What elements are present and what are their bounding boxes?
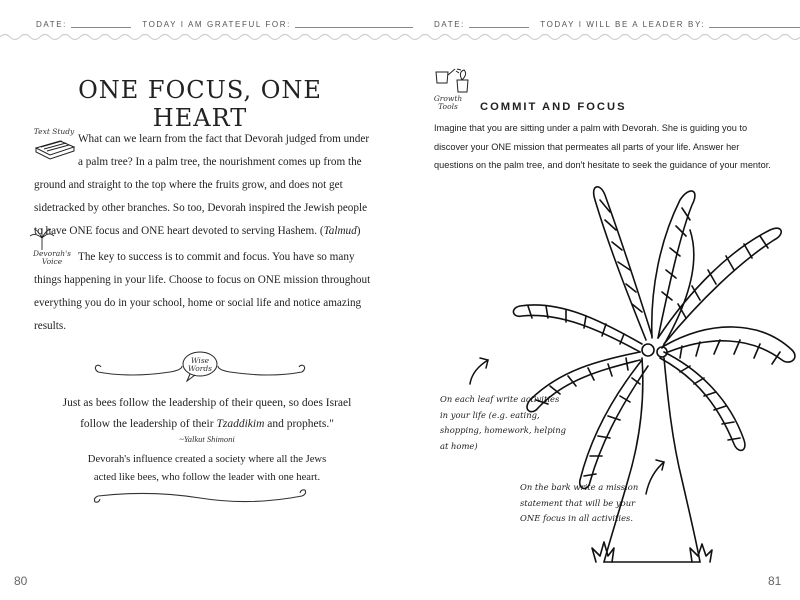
text-study-paragraph: [34, 128, 384, 243]
text-line: sidetracked by other branches. So too, Devorah inspired the Jewish people: [34, 202, 368, 214]
section-title: COMMIT AND FOCUS: [480, 101, 627, 113]
text-line: results.: [34, 320, 67, 332]
text-line: everything you do in your school, home or social life and notice amazing: [34, 297, 362, 309]
text-line: discover your ONE mission that permeates all parts of your life. Answer her: [434, 141, 740, 152]
bark-instruction: On the bark write a mission statement that will be your ONE focus in all activities.: [520, 482, 639, 523]
text-line: Imagine that you are sitting under a palm with Devorah. She is guiding you to: [434, 123, 748, 133]
wavy-divider: [0, 30, 800, 44]
quote-attribution: ~Yalkut Shimoni: [179, 434, 235, 444]
intro-paragraph: [434, 119, 779, 175]
quote-emphasis: Tzaddikim: [216, 418, 265, 430]
date-label: DATE:: [434, 20, 465, 29]
page-number-left: 80: [14, 574, 28, 588]
page-number-right: 81: [768, 574, 782, 588]
text-line: The key to success is to commit and focus. You have so many: [78, 251, 355, 263]
text-line: things happening in your life. Choose to focus on ONE mission throughout: [34, 274, 371, 286]
flourish-bottom: [94, 490, 305, 502]
leader-label: TODAY I WILL BE A LEADER BY:: [540, 20, 706, 29]
source-citation: Talmud: [323, 225, 357, 237]
leaf-instruction: On each leaf write activities in your life (e.g. eating, shopping, homework, helping at home): [440, 394, 566, 451]
text-line: to have ONE focus and ONE heart devoted to serving Hashem. (Talmud): [34, 225, 361, 237]
growth-tools-badge: Growth Tools: [433, 94, 463, 111]
wise-words-badge: Wise Words: [188, 356, 212, 373]
text-study-badge: Text Study: [33, 127, 75, 136]
date-field[interactable]: [469, 27, 529, 28]
grateful-field[interactable]: [295, 27, 413, 28]
page-title: ONE FOCUS, ONE HEART: [78, 76, 322, 132]
influence-text: Devorah's influence created a society where all the Jews acted like bees, who follow the leader with one heart.: [87, 454, 327, 483]
text-line: a palm tree? In a palm tree, the nourishment comes up from the: [78, 156, 362, 168]
quote: Just as bees follow the leadership of their queen, so does Israel follow the leadership of their Tzaddikim and prophets.": [62, 397, 352, 430]
grateful-label: TODAY I AM GRATEFUL FOR:: [142, 20, 291, 29]
devorahs-voice-paragraph: [34, 246, 384, 338]
text-line: questions on the palm tree, and don't hesitate to seek the guidance of your mentor.: [434, 160, 771, 170]
leader-field[interactable]: [709, 27, 800, 28]
text-line: What can we learn from the fact that Devorah judged from under: [78, 133, 370, 145]
right-header: [434, 20, 800, 29]
date-field[interactable]: [71, 27, 131, 28]
watering-can-icon: [436, 69, 468, 92]
date-label: DATE:: [36, 20, 67, 29]
left-header: [36, 20, 413, 29]
text-line: ground and straight to the top where the fruits grow, and does not get: [34, 179, 343, 191]
devorahs-voice-badge: Devorah's Voice: [32, 249, 71, 266]
